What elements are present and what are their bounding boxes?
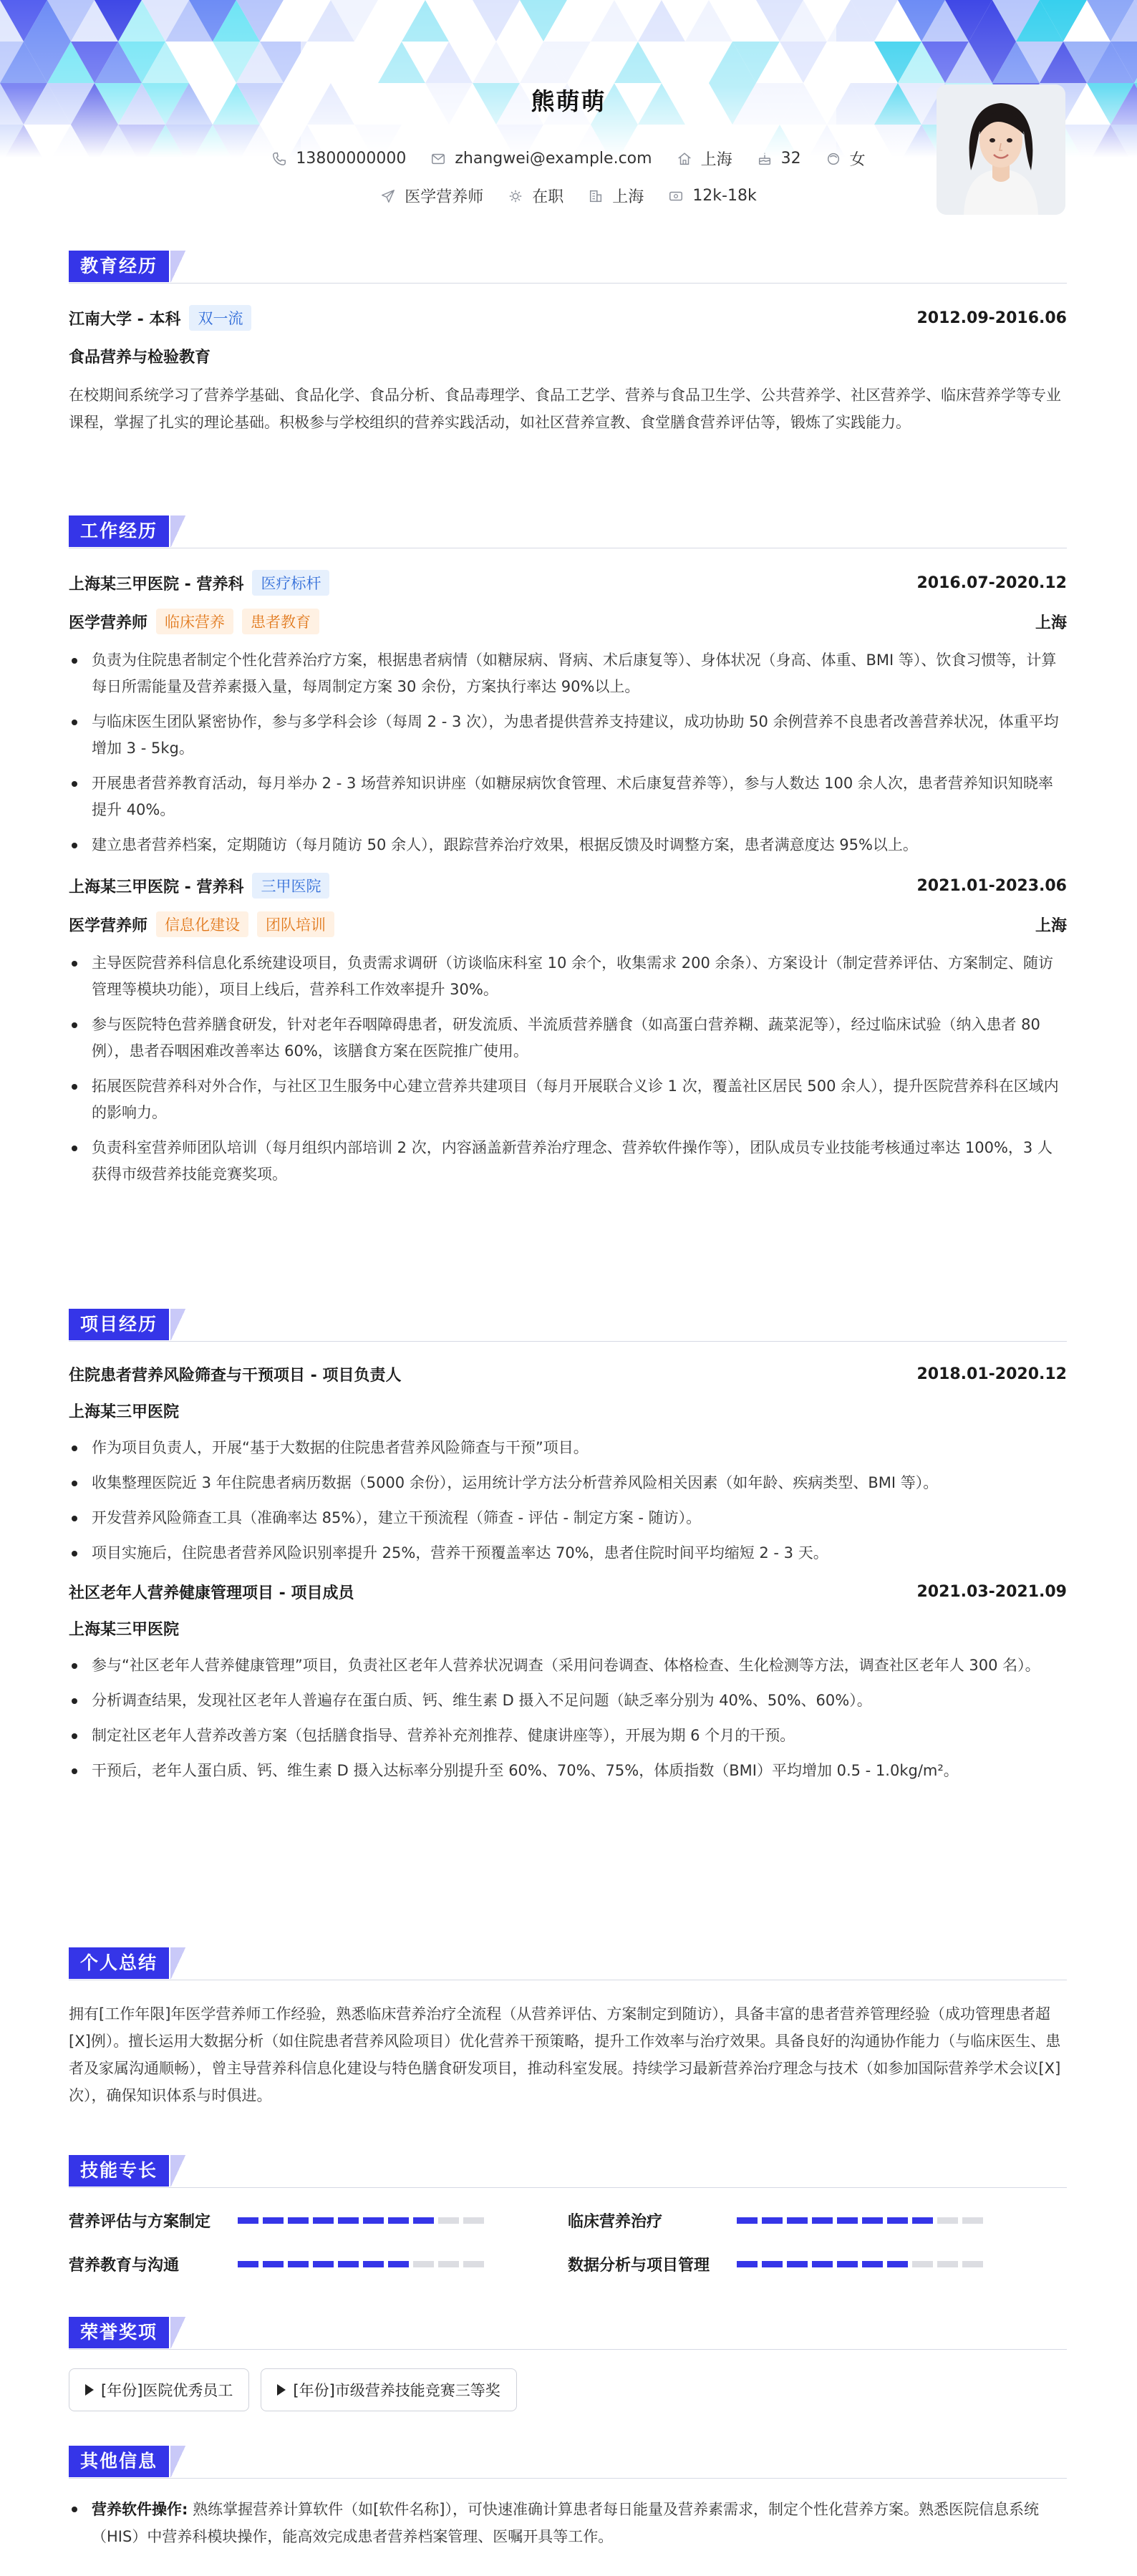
other-header: [69, 2446, 1067, 2479]
gender-icon: [826, 151, 841, 167]
contact-gender-text: 女: [849, 151, 866, 169]
skill-level-bar: [238, 2217, 484, 2224]
project-2-bullets: [69, 1652, 1067, 1784]
other-section: [69, 2446, 1067, 2550]
skill-item: [568, 2209, 1067, 2232]
skill-level-segment: [737, 2217, 758, 2224]
send-icon: [380, 188, 396, 204]
education-tag: 双一流: [189, 305, 251, 331]
play-arrow-icon: [277, 2384, 286, 2396]
skill-level-segment: [313, 2217, 334, 2224]
work-section: [69, 515, 1067, 1196]
skill-level-segment: [812, 2217, 833, 2224]
contact-position-text: 医学营养师: [405, 188, 484, 206]
education-section: [69, 251, 1067, 436]
education-heading: 教育经历: [69, 251, 169, 282]
skill-level-bar: [737, 2217, 983, 2224]
contact-work-city-text: 上海: [612, 188, 644, 206]
skills-heading: 技能专长: [69, 2155, 169, 2187]
list-item: 分析调查结果，发现社区老年人普遍存在蛋白质、钙、维生素 D 摄入不足问题（缺乏率分别为 40%、50%、60%）。: [69, 1688, 1067, 1714]
job-2-role-name: 医学营养师: [69, 916, 148, 935]
summary-header: [69, 1947, 1067, 1980]
contact-gender: [826, 147, 866, 170]
honor-item: [69, 2368, 249, 2411]
job-2-location: 上海: [1035, 916, 1067, 935]
honors-list: [69, 2368, 1067, 2411]
project-2-header: [69, 1581, 1067, 1603]
skill-level-segment: [737, 2261, 758, 2267]
skill-level-segment: [787, 2261, 808, 2267]
project-entry-1: [69, 1363, 1067, 1567]
heading-tail: [170, 2446, 186, 2477]
skill-level-segment: [463, 2261, 484, 2267]
list-item: 开发营养风险筛查工具（准确率达 85%），建立干预流程（筛查 - 评估 - 制定方案 - 随访）。: [69, 1505, 1067, 1531]
project-entry-2: [69, 1581, 1067, 1784]
divider: [69, 2187, 1067, 2188]
project-1-org: 上海某三甲医院: [69, 1403, 180, 1421]
avatar-photo: [937, 84, 1065, 215]
skills-header: [69, 2155, 1067, 2188]
list-item: 项目实施后，住院患者营养风险识别率提升 25%，营养干预覆盖率达 70%，患者住院时间平均缩短 2 - 3 天。: [69, 1540, 1067, 1567]
heading-tail: [170, 2317, 186, 2348]
honors-heading: 荣誉奖项: [69, 2317, 169, 2348]
divider: [69, 2478, 1067, 2479]
list-item: 制定社区老年人营养改善方案（包括膳食指导、营养补充剂推荐、健康讲座等），开展为期 6 个月的干预。: [69, 1723, 1067, 1749]
skill-level-segment: [413, 2261, 434, 2267]
status-icon: [508, 188, 523, 204]
divider: [69, 2349, 1067, 2350]
list-item: 开展患者营养教育活动，每月举办 2 - 3 场营养知识讲座（如糖尿病饮食管理、术后康复营养等），参与人数达 100 余人次，患者营养知识知晓率提升 40%。: [69, 770, 1067, 823]
projects-section: [69, 1309, 1067, 1793]
summary-text: 拥有[工作年限]年医学营养师工作经验，熟悉临床营养治疗全流程（从营养评估、方案制定到随访），具备丰富的患者营养管理经验（成功管理患者超[X]例）。擅长运用大数据分析（如住院患者营养风险项目）优化营养干预策略，提升工作效率与治疗效果。具备良好的沟通协作能力（与临床医生、患者及家属沟通顺畅），曾主导营养科信息化建设与特色膳食研发项目，推动科室发展。持续学习最新营养治疗理念与技术（如参加国际营养学术会议[X]次），确保知识体系与时俱进。: [69, 2005, 1061, 2104]
home-icon: [677, 151, 692, 167]
skill-level-segment: [463, 2217, 484, 2224]
skill-item: [568, 2253, 1067, 2275]
heading-tail: [170, 2155, 186, 2187]
contact-position: [380, 185, 483, 207]
candidate-name: 熊萌萌: [531, 87, 606, 115]
job-1-role-tag-1: 临床营养: [156, 609, 233, 634]
contact-age-text: 32: [780, 150, 801, 168]
job-entry-2: [69, 873, 1067, 1188]
education-description: 在校期间系统学习了营养学基础、食品化学、食品分析、食品毒理学、食品工艺学、营养与食品卫生学、公共营养学、社区营养学、临床营养学等专业课程，掌握了扎实的理论基础。积极参与学校组织的营养实践活动，如社区营养宣教、食堂膳食营养评估等，锻炼了实践能力。: [69, 387, 1061, 431]
skill-level-segment: [338, 2217, 359, 2224]
list-item: 作为项目负责人，开展“基于大数据的住院患者营养风险筛查与干预”项目。: [69, 1435, 1067, 1461]
project-2-title: 社区老年人营养健康管理项目 - 项目成员: [69, 1584, 354, 1602]
education-header: [69, 251, 1067, 284]
mail-icon: [430, 151, 446, 167]
skill-level-segment: [862, 2217, 883, 2224]
skill-level-segment: [388, 2217, 409, 2224]
skill-level-segment: [887, 2217, 908, 2224]
job-entry-1: [69, 570, 1067, 858]
skill-level-segment: [912, 2261, 933, 2267]
skill-level-segment: [288, 2261, 309, 2267]
skill-level-segment: [862, 2261, 883, 2267]
skill-level-segment: [837, 2217, 858, 2224]
honor-text: [年份]医院优秀员工: [101, 2382, 233, 2399]
skills-grid: [69, 2209, 1067, 2275]
phone-icon: [271, 151, 287, 167]
skill-level-segment: [937, 2217, 958, 2224]
other-item: [69, 2496, 1067, 2550]
job-2-header: [69, 873, 1067, 899]
avatar: [937, 84, 1065, 215]
skill-level-segment: [962, 2217, 983, 2224]
skill-level-segment: [363, 2261, 384, 2267]
education-school-name: 江南大学 - 本科: [69, 310, 181, 329]
contact-email: [430, 150, 652, 168]
skill-level-segment: [438, 2261, 459, 2267]
contact-salary: [668, 187, 756, 205]
skill-level-segment: [837, 2261, 858, 2267]
skill-level-segment: [313, 2261, 334, 2267]
list-item: 参与“社区老年人营养健康管理”项目，负责社区老年人营养状况调查（采用问卷调查、体格检查、生化检测等方法，调查社区老年人 300 名）。: [69, 1652, 1067, 1679]
education-school: [69, 305, 251, 331]
work-header: [69, 515, 1067, 548]
job-2-date: 2021.01-2023.06: [916, 876, 1067, 895]
job-1-role-tag-2: 患者教育: [242, 609, 319, 634]
skill-level-segment: [887, 2261, 908, 2267]
skill-level-segment: [762, 2217, 783, 2224]
divider: [69, 1341, 1067, 1342]
job-1-company-tag: 医疗标杆: [252, 570, 329, 596]
list-item: 负责科室营养师团队培训（每月组织内部培训 2 次，内容涵盖新营养治疗理念、营养软件操作等），团队成员专业技能考核通过率达 100%，3 人获得市级营养技能竞赛奖项。: [69, 1135, 1067, 1188]
contact-city-text: 上海: [700, 151, 732, 169]
skill-level-segment: [263, 2261, 284, 2267]
list-item: 建立患者营养档案，定期随访（每月随访 50 余人），跟踪营养治疗效果，根据反馈及时调整方案，患者满意度达 95%以上。: [69, 832, 1067, 858]
summary-heading: 个人总结: [69, 1947, 169, 1979]
job-2-company-tag: 三甲医院: [252, 873, 329, 899]
skill-level-segment: [338, 2261, 359, 2267]
skill-level-segment: [288, 2217, 309, 2224]
project-1-date: 2018.01-2020.12: [916, 1365, 1067, 1383]
skill-level-segment: [363, 2217, 384, 2224]
contact-phone: [271, 150, 406, 168]
education-major: 食品营养与检验教育: [69, 349, 211, 367]
skill-name: 数据分析与项目管理: [568, 2257, 710, 2275]
skill-level-segment: [812, 2261, 833, 2267]
job-2-company-name: 上海某三甲医院 - 营养科: [69, 878, 244, 896]
job-2-role: [69, 911, 334, 937]
job-1-header: [69, 570, 1067, 596]
job-2-role-row: [69, 911, 1067, 937]
skill-level-segment: [263, 2217, 284, 2224]
job-1-date: 2016.07-2020.12: [916, 573, 1067, 592]
project-1-title: 住院患者营养风险筛查与干预项目 - 项目负责人: [69, 1367, 402, 1385]
list-item: 干预后，老年人蛋白质、钙、维生素 D 摄入达标率分别提升至 60%、70%、75%，体质指数（BMI）平均增加 0.5 - 1.0kg/m²。: [69, 1758, 1067, 1784]
heading-tail: [170, 1947, 186, 1979]
heading-tail: [170, 1309, 186, 1340]
skill-level-bar: [737, 2261, 983, 2267]
list-item: 与临床医生团队紧密协作，参与多学科会诊（每周 2 - 3 次），为患者提供营养支持建议，成功协助 50 余例营养不良患者改善营养状况，体重平均增加 3 - 5kg。: [69, 709, 1067, 762]
skill-name: 临床营养治疗: [568, 2213, 663, 2231]
job-2-company: [69, 873, 329, 899]
contact-status: [508, 185, 563, 207]
skill-level-bar: [238, 2261, 484, 2267]
list-item: 收集整理医院近 3 年住院患者病历数据（5000 余份），运用统计学方法分析营养风险相关因素（如年龄、疾病类型、BMI 等）。: [69, 1470, 1067, 1496]
education-entry-header: [69, 305, 1067, 331]
job-2-bullets: [69, 950, 1067, 1188]
list-item: 参与医院特色营养膳食研发，针对老年吞咽障碍患者，研发流质、半流质营养膳食（如高蛋白营养糊、蔬菜泥等），经过临床试验（纳入患者 80 例），患者吞咽困难改善率达 60%，该膳食方案在医院推广使用。: [69, 1012, 1067, 1065]
contact-city: [677, 147, 732, 170]
contact-salary-text: 12k-18k: [692, 187, 757, 205]
job-1-role-row: [69, 609, 1067, 634]
skill-level-segment: [762, 2261, 783, 2267]
heading-tail: [170, 251, 186, 282]
job-1-role: [69, 609, 319, 634]
job-2-role-tag-1: 信息化建设: [156, 911, 248, 937]
skill-level-segment: [413, 2217, 434, 2224]
skills-section: [69, 2155, 1067, 2275]
job-2-role-tag-2: 团队培训: [257, 911, 334, 937]
contact-work-city: [588, 185, 644, 207]
project-2-date: 2021.03-2021.09: [916, 1583, 1067, 1601]
job-1-role-name: 医学营养师: [69, 614, 148, 632]
skill-level-segment: [937, 2261, 958, 2267]
skill-level-segment: [912, 2217, 933, 2224]
contact-age: [757, 150, 801, 168]
work-heading: 工作经历: [69, 515, 169, 547]
list-item: 负责为住院患者制定个性化营养治疗方案，根据患者病情（如糖尿病、肾病、术后康复等）、身体状况（身高、体重、BMI 等）、饮食习惯等，计算每日所需能量及营养素摄入量，每周制定方案 30 余份，方案执行率达 90%以上。: [69, 647, 1067, 700]
cake-icon: [757, 151, 773, 167]
other-heading: 其他信息: [69, 2446, 169, 2477]
other-item-label: 营养软件操作:: [92, 2501, 188, 2518]
honors-header: [69, 2317, 1067, 2350]
project-1-header: [69, 1363, 1067, 1385]
list-item: 拓展医院营养科对外合作，与社区卫生服务中心建立营养共建项目（每月开展联合义诊 1 次，覆盖社区居民 500 余人），提升医院营养科在区域内的影响力。: [69, 1073, 1067, 1126]
skill-level-segment: [388, 2261, 409, 2267]
honor-text: [年份]市级营养技能竞赛三等奖: [293, 2382, 500, 2399]
skill-level-segment: [787, 2217, 808, 2224]
job-1-bullets: [69, 647, 1067, 858]
skill-level-segment: [962, 2261, 983, 2267]
contact-email-text: zhangwei@example.com: [455, 150, 652, 168]
projects-heading: 项目经历: [69, 1309, 169, 1340]
building-icon: [588, 188, 604, 204]
contact-status-text: 在职: [532, 188, 564, 206]
skill-level-segment: [238, 2217, 258, 2224]
summary-section: [69, 1947, 1067, 2109]
skill-level-segment: [238, 2261, 258, 2267]
money-icon: [668, 188, 684, 204]
honors-section: [69, 2317, 1067, 2411]
job-1-company: [69, 570, 329, 596]
project-2-org: 上海某三甲医院: [69, 1621, 180, 1639]
job-1-location: 上海: [1035, 614, 1067, 632]
skill-name: 营养教育与沟通: [69, 2257, 180, 2275]
project-1-bullets: [69, 1435, 1067, 1567]
job-1-company-name: 上海某三甲医院 - 营养科: [69, 575, 244, 594]
contact-phone-text: 13800000000: [296, 150, 407, 168]
play-arrow-icon: [85, 2384, 94, 2396]
honor-item: [261, 2368, 516, 2411]
skill-level-segment: [438, 2217, 459, 2224]
other-item-text: 熟练掌握营养计算软件（如[软件名称]），可快速准确计算患者每日能量及营养素需求，制定个性化营养方案。熟悉医院信息系统（HIS）中营养科模块操作，能高效完成患者营养档案管理、医嘱开具等工作。: [92, 2501, 1039, 2545]
heading-tail: [170, 515, 186, 547]
skill-item: [69, 2209, 568, 2232]
divider: [69, 283, 1067, 284]
skill-item: [69, 2253, 568, 2275]
skill-name: 营养评估与方案制定: [69, 2213, 211, 2231]
list-item: 主导医院营养科信息化系统建设项目，负责需求调研（访谈临床科室 10 余个，收集需求 200 余条）、方案设计（制定营养评估、方案制定、随访管理等模块功能），项目上线后，营养科工作效率提升 30%。: [69, 950, 1067, 1003]
projects-header: [69, 1309, 1067, 1342]
education-date: 2012.09-2016.06: [916, 309, 1067, 327]
